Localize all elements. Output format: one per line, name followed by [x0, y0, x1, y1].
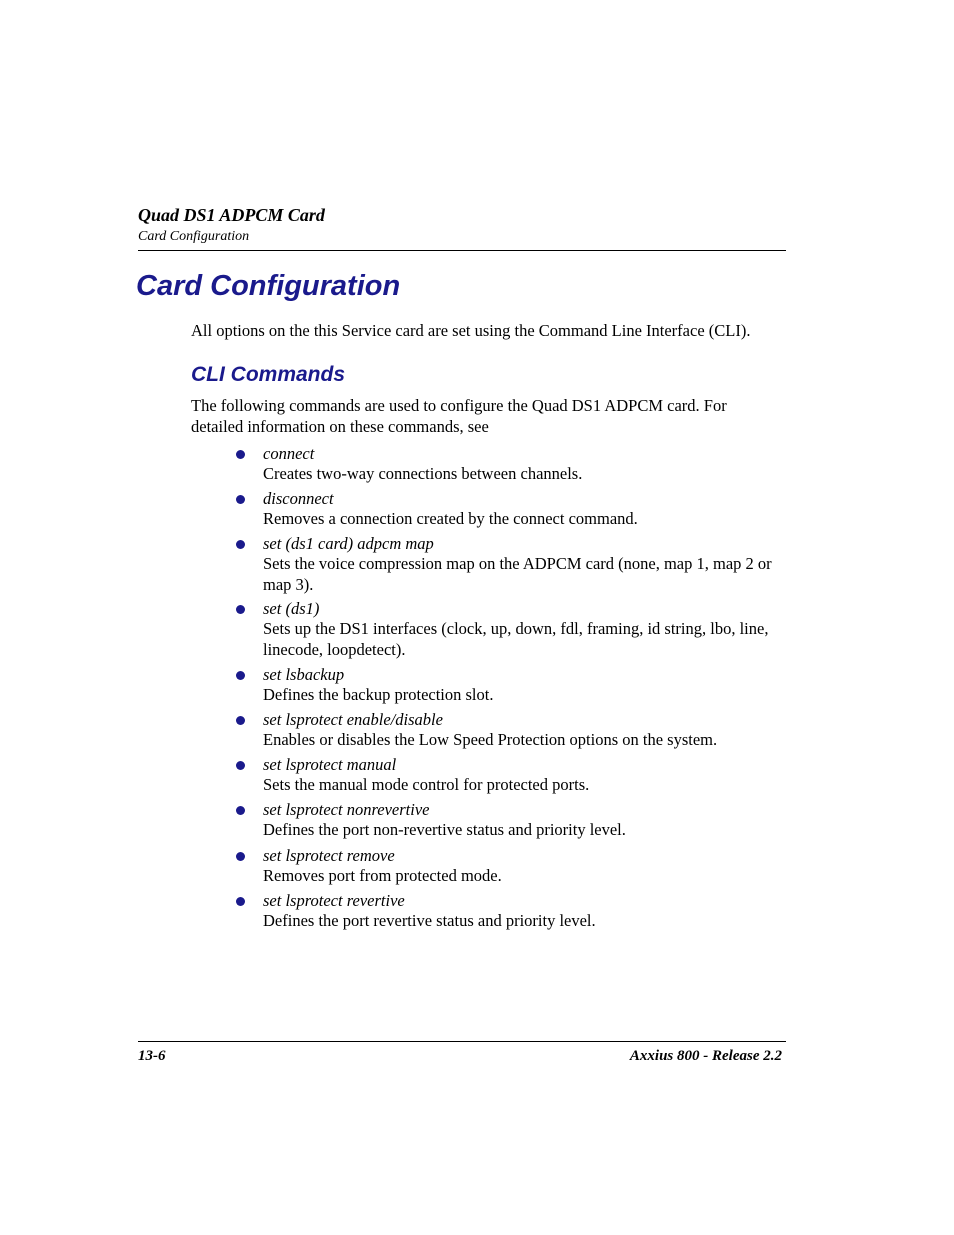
bullet-icon	[236, 671, 245, 680]
bullet-icon	[236, 540, 245, 549]
command-description: Sets the voice compression map on the ADPCM card (none, map 1, map 2 or map 3).	[263, 554, 772, 594]
command-description: Defines the backup protection slot.	[263, 685, 494, 704]
header-rule	[138, 250, 786, 251]
bullet-icon	[236, 852, 245, 861]
bullet-icon	[236, 605, 245, 614]
running-header	[138, 204, 786, 246]
bullet-icon	[236, 806, 245, 815]
command-description: Defines the port non-revertive status and priority level.	[263, 820, 626, 839]
command-name: set lsprotect remove	[263, 846, 395, 865]
command-name: set (ds1 card) adpcm map	[263, 534, 434, 553]
bullet-icon	[236, 897, 245, 906]
command-description: Defines the port revertive status and priority level.	[263, 911, 596, 930]
command-name: set lsprotect enable/disable	[263, 710, 443, 729]
command-name: set lsbackup	[263, 665, 345, 684]
command-description: Sets the manual mode control for protected ports.	[263, 775, 590, 794]
footer-doc-title: Axxius 800 - Release 2.2	[629, 1048, 782, 1064]
page-title: Card Configuration	[136, 270, 401, 302]
command-name: disconnect	[263, 489, 334, 508]
bullet-icon	[236, 495, 245, 504]
running-header-subtitle: Card Configuration	[138, 229, 250, 244]
command-description: Sets up the DS1 interfaces (clock, up, down, fdl, framing, id string, lbo, line, linecode, loopdetect).	[263, 619, 769, 659]
section-title: CLI Commands	[191, 363, 346, 386]
command-description: Creates two-way connections between channels.	[263, 464, 583, 483]
page-number: 13-6	[138, 1048, 166, 1064]
running-header-title: Quad DS1 ADPCM Card	[138, 205, 325, 225]
footer-rule	[138, 1041, 786, 1042]
section-lead-paragraph: The following commands are used to configure the Quad DS1 ADPCM card. For detailed information on these commands, see	[191, 396, 727, 436]
command-name: set lsprotect revertive	[263, 891, 405, 910]
bullet-icon	[236, 716, 245, 725]
command-name: set lsprotect nonrevertive	[263, 800, 430, 819]
bullet-icon	[236, 761, 245, 770]
command-name: connect	[263, 444, 315, 463]
command-description: Removes port from protected mode.	[263, 866, 502, 885]
bullet-icon	[236, 450, 245, 459]
command-description: Enables or disables the Low Speed Protection options on the system.	[263, 730, 718, 749]
command-name: set (ds1)	[263, 599, 320, 618]
command-name: set lsprotect manual	[263, 755, 397, 774]
command-description: Removes a connection created by the connect command.	[263, 509, 638, 528]
intro-paragraph: All options on the this Service card are set using the Command Line Interface (CLI).	[191, 321, 751, 340]
